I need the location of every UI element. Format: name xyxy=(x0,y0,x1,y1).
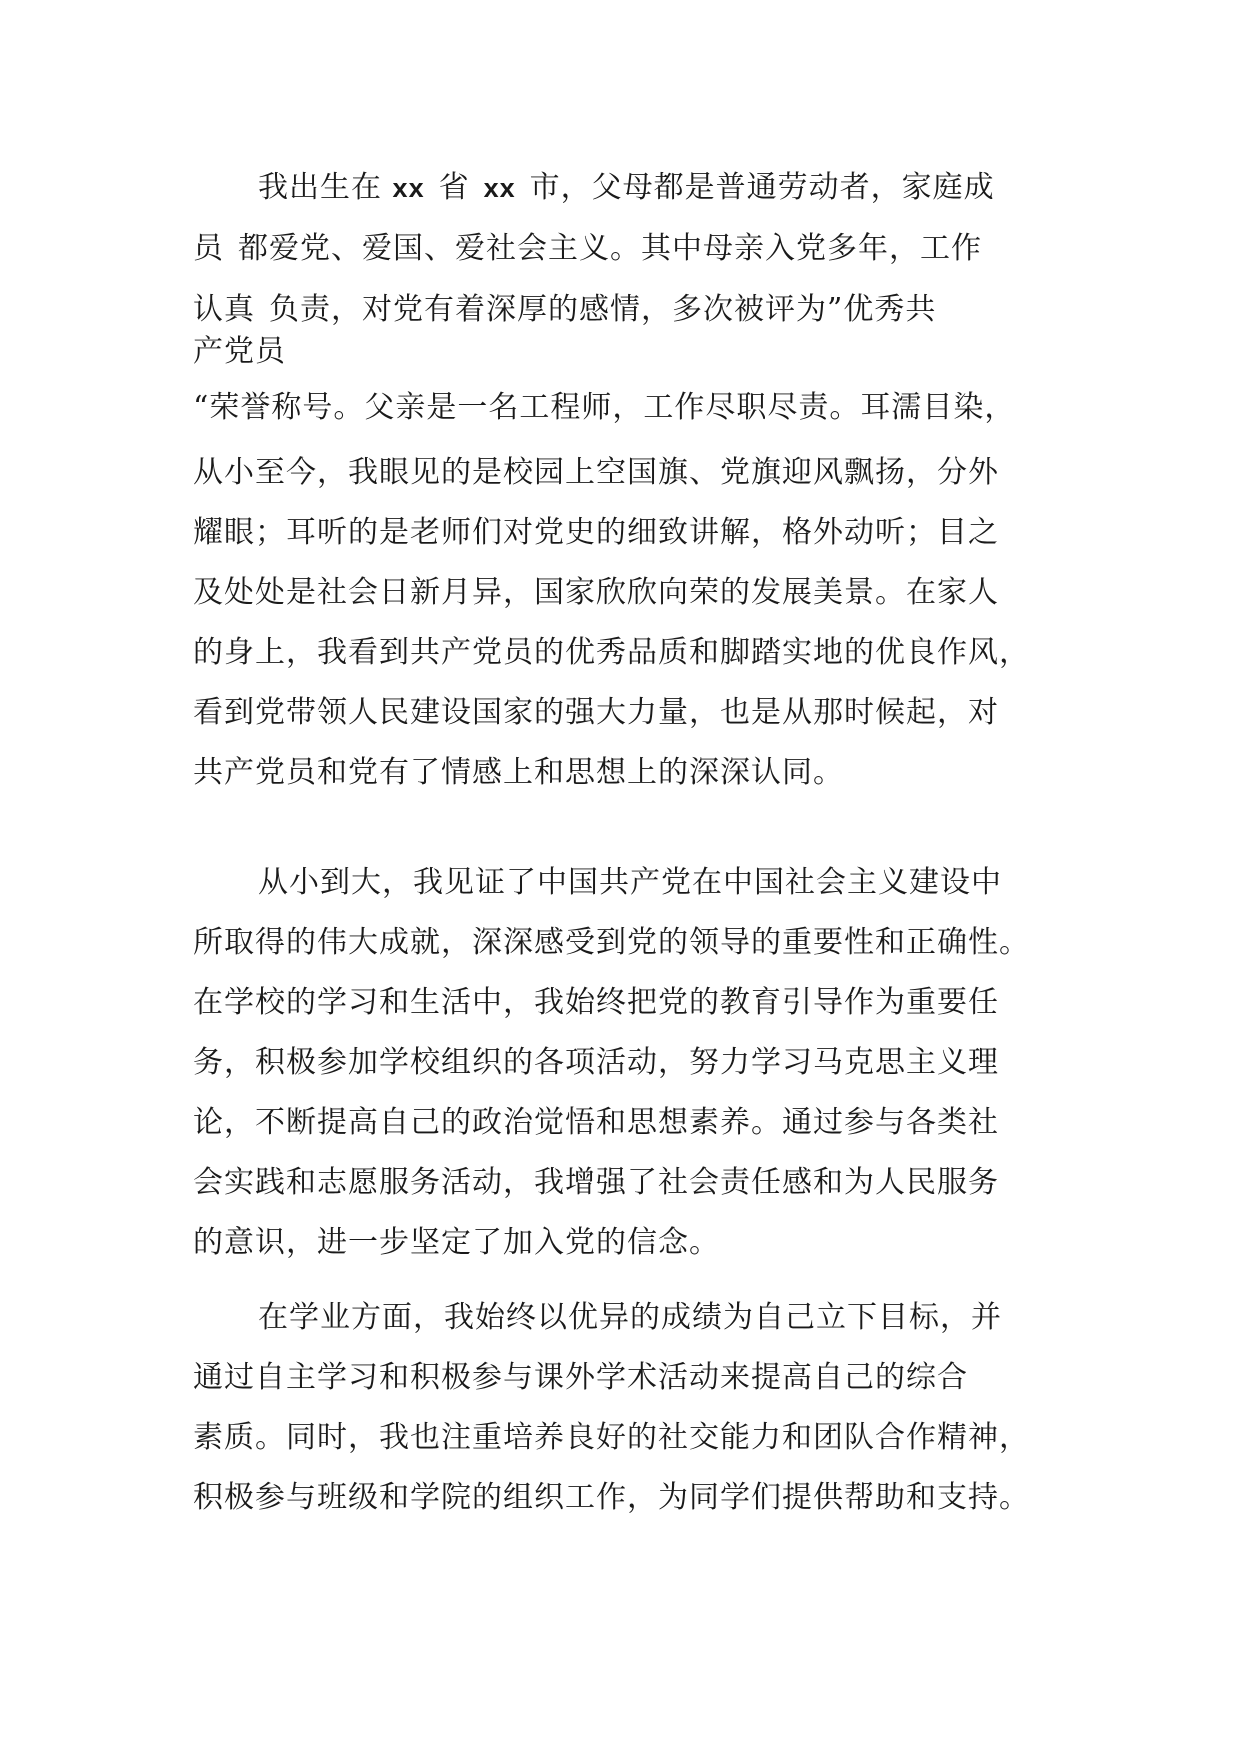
text-line: 的意识，进一步坚定了加入党的信念。 xyxy=(193,1225,720,1260)
text-line: 从小到大，我见证了中国共产党在中国社会主义建设中 xyxy=(258,865,1002,900)
text-line: 认真 负责，对党有着深厚的感情，多次被评为”优秀共 xyxy=(193,292,937,327)
text-line: 积极参与班级和学院的组织工作，为同学们提供帮助和支持。 xyxy=(193,1480,1030,1515)
text-line: 会实践和志愿服务活动，我增强了社会责任感和为人民服务 xyxy=(193,1165,999,1200)
text-line: 论，不断提高自己的政治觉悟和思想素养。通过参与各类社 xyxy=(193,1105,999,1140)
text-line: 看到党带领人民建设国家的强大力量，也是从那时候起，对 xyxy=(193,695,999,730)
text-line: 所取得的伟大成就，深深感受到党的领导的重要性和正确性。 xyxy=(193,925,1030,960)
text-line: 耀眼；耳听的是老师们对党史的细致讲解，格外动听；目之 xyxy=(193,515,999,550)
text-line: 共产党员和党有了情感上和思想上的深深认同。 xyxy=(193,755,844,790)
text-line: 我出生在 xx 省 xx 市，父母都是普通劳动者，家庭成 xyxy=(258,170,995,205)
text-line: 在学业方面，我始终以优异的成绩为自己立下目标，并 xyxy=(258,1300,1002,1335)
text-line: 的身上，我看到共产党员的优秀品质和脚踏实地的优良作风， xyxy=(193,635,1030,670)
text-line: 素质。同时，我也注重培养良好的社交能力和团队合作精神， xyxy=(193,1420,1030,1455)
text-line: 产党员 xyxy=(193,334,286,369)
text-line: 通过自主学习和积极参与课外学术活动来提高自己的综合 xyxy=(193,1360,968,1395)
text-line: 务，积极参加学校组织的各项活动，努力学习马克思主义理 xyxy=(193,1045,999,1080)
text-line: 员 都爱党、爱国、爱社会主义。其中母亲入党多年，工作 xyxy=(193,231,982,266)
text-line: 及处处是社会日新月异，国家欣欣向荣的发展美景。在家人 xyxy=(193,575,999,610)
text-line: 从小至今，我眼见的是校园上空国旗、党旗迎风飘扬，分外 xyxy=(193,455,999,490)
text-line: “荣誉称号。父亲是一名工程师，工作尽职尽责。耳濡目染， xyxy=(193,390,1016,425)
text-line: 在学校的学习和生活中，我始终把党的教育引导作为重要任 xyxy=(193,985,999,1020)
